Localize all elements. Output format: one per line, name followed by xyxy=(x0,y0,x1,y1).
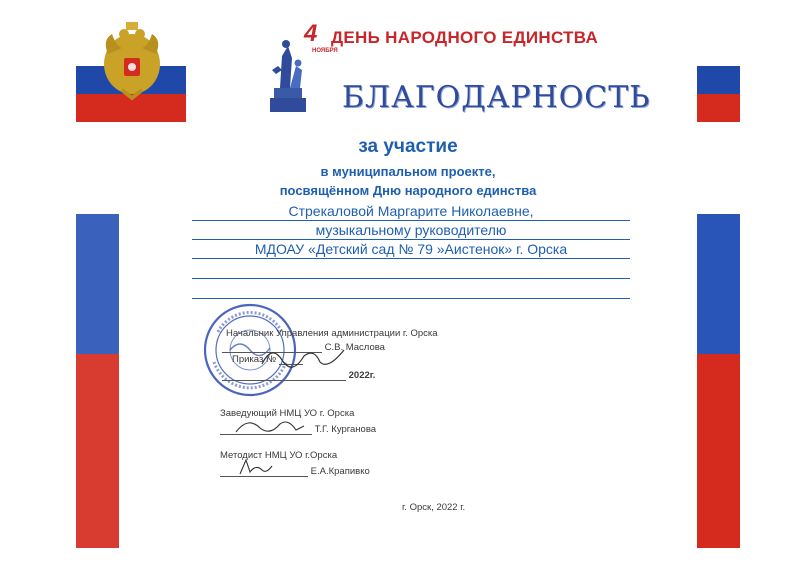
certificate-title: БЛАГОДАРНОСТЬ xyxy=(342,80,651,115)
nmc-name: Т.Г. Курганова xyxy=(314,424,377,435)
holiday-title: ДЕНЬ НАРОДНОГО ЕДИНСТВА xyxy=(331,28,599,47)
method-title: Методист НМЦ УО г.Орска xyxy=(220,450,338,461)
recipient-position: музыкальному руководителю xyxy=(192,221,630,240)
head-handwritten-signature xyxy=(258,340,348,374)
nmc-title: Заведующий НМЦ УО г. Орска xyxy=(220,408,355,419)
blank-line xyxy=(192,280,630,299)
order-date-suffix: 2022г. xyxy=(348,370,376,381)
certificate-page xyxy=(76,14,740,548)
project-line: в муниципальном проекте, xyxy=(320,164,496,179)
date-month: НОЯБРЯ xyxy=(312,48,338,54)
nmc-handwritten-signature xyxy=(230,414,310,438)
recipient-organization: МДОАУ «Детский сад № 79 »Аистенок» г. Орска xyxy=(192,240,630,259)
participation-line: за участие xyxy=(358,136,458,157)
flag-right xyxy=(697,14,740,548)
blank-line xyxy=(192,260,630,279)
method-handwritten-signature xyxy=(236,456,276,478)
dedication-line: посвящённом Дню народного единства xyxy=(279,183,537,198)
head-title: Начальник Управления администрации г. Орска xyxy=(226,328,438,339)
head-name: С.В. Маслова xyxy=(324,342,385,353)
method-name: Е.А.Крапивко xyxy=(310,466,370,477)
order-label: Приказ № xyxy=(232,354,277,365)
recipient-name: Стрекаловой Маргарите Николаевне, xyxy=(192,202,630,221)
date-number: 4 xyxy=(304,20,318,47)
city-year: г. Орск, 2022 г. xyxy=(402,502,466,513)
